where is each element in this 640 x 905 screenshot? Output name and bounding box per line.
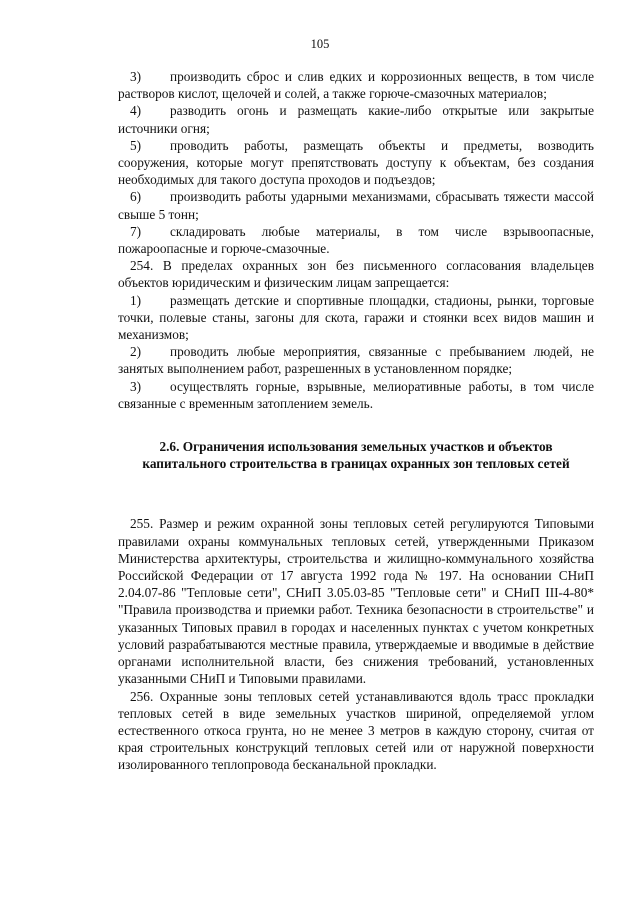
paragraph-256 — [118, 688, 594, 774]
paragraph-number: 256. — [130, 688, 154, 704]
paragraph-254 — [118, 257, 594, 291]
paragraph-number: 254. — [130, 258, 154, 274]
item-number: 2) — [130, 344, 142, 360]
item-number: 1) — [130, 292, 142, 308]
item-number: 3) — [130, 69, 142, 84]
document-body — [118, 68, 594, 774]
item-text: проводить работы, размещать объекты и предметы, возводить сооружения, которые могут препятствовать доступу к объектам, без создания необходимых для такого доступа проходов и подъездов; — [118, 137, 594, 188]
list-item — [118, 378, 594, 412]
item-number: 3) — [130, 378, 142, 394]
item-text: размещать детские и спортивные площадки, стадионы, рынки, торговые точки, полевые станы, загоны для скота, гаражи и стоянки всех видов машин и механизмов; — [118, 292, 594, 343]
list-item — [118, 137, 594, 189]
page-number: 105 — [310, 37, 330, 51]
list-item — [118, 223, 594, 257]
list-item — [118, 292, 594, 344]
paragraph-text: Размер и режим охранной зоны тепловых сетей регулируются Типовыми правилами охраны коммунальных тепловых сетей, утвержденными Приказом Министерства архитектуры, строительства и жилищно-коммунального хозяйства Российской Федерации от 17 августа 1992 года № 197. На основании СНиП 2.04.07-86 "Тепловые сети", СНиП 3.05.03-85 "Тепловые сети" и СНиП III-4-80* "Правила производства и приемки работ. Техника безопасности в строительстве" и указанных Типовых правил в городах и населенных пунктах с учетом конкретных условий разрабатываются местные правила, утверждаемые и вводимые в действие органами исполнительной власти, без снижения требований, установленных указанными СНиП и Типовыми правилами. — [118, 516, 595, 687]
list-item — [118, 68, 594, 102]
item-text: производить сброс и слив едких и коррозионных веществ, в том числе растворов кислот, щелочей и солей, а также горюче-смазочных материалов; — [118, 69, 594, 102]
paragraph-number: 255. — [130, 516, 154, 532]
paragraph-text: Охранные зоны тепловых сетей устанавливаются вдоль трасс прокладки тепловых сетей в виде земельных участков шириной, определяемой углом естественного откоса грунта, но не менее 3 метров в каждую сторону, считая от края строительных конструкций тепловых сетей или от наружной поверхности изолированного теплопровода бесканальной прокладки. — [118, 688, 595, 773]
item-number: 5) — [130, 137, 142, 153]
item-text: складировать любые материалы, в том числе взрывоопасные, пожароопасные и горюче-смазочные. — [118, 223, 594, 257]
list-item — [118, 188, 594, 222]
item-number: 4) — [130, 103, 142, 119]
item-text: проводить любые мероприятия, связанные с пребыванием людей, не занятых выполнением работ, разрешенных в установленном порядке; — [118, 344, 594, 377]
list-item — [118, 343, 594, 377]
paragraph-255 — [118, 515, 594, 687]
list-item — [118, 102, 594, 136]
item-text: осуществлять горные, взрывные, мелиоративные работы, в том числе связанные с временным затоплением земель. — [118, 378, 594, 411]
item-text: производить работы ударными механизмами, сбрасывать тяжести массой свыше 5 тонн; — [118, 189, 594, 222]
item-number: 6) — [130, 189, 142, 205]
item-number: 7) — [130, 223, 142, 239]
item-text: разводить огонь и размещать какие-либо открытые или закрытые источники огня; — [118, 103, 594, 136]
paragraph-text: В пределах охранных зон без письменного согласования владельцев объектов юридическим и физическим лицам запрещается: — [118, 258, 594, 291]
section-heading: 2.6. Ограничения использования земельных участков и объектов капитального строительства в границах охранных зон тепловых сетей — [142, 439, 570, 472]
